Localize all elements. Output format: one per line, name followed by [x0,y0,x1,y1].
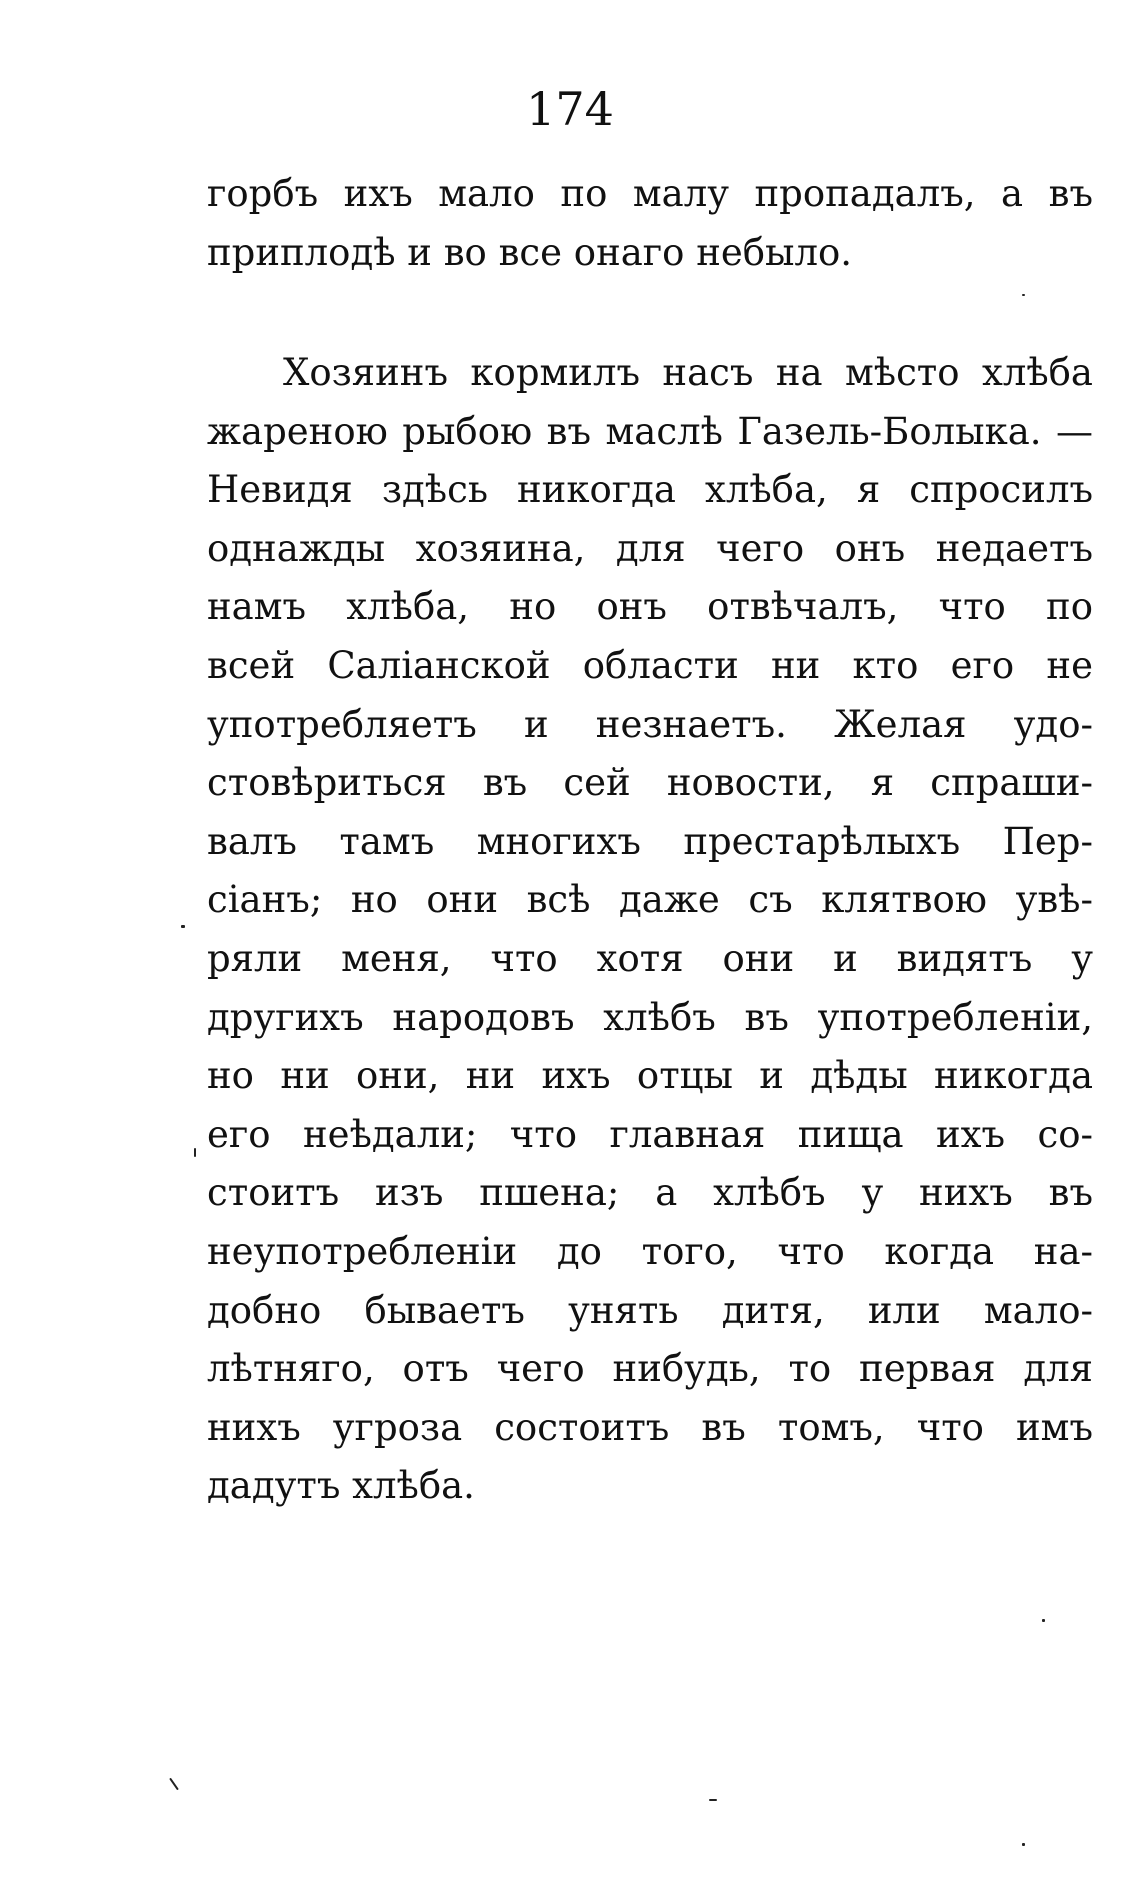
text-line: ряли меня, что хотя они и видятъ у [207,936,1093,980]
text-line: стоитъ изъ пшена; а хлѣбъ у нихъ въ [207,1171,1093,1215]
text-line: нихъ угроза состоитъ въ томъ, что имъ [207,1405,1093,1449]
text-line: жареною рыбою въ маслѣ Газель-Болыка. — [207,409,1093,453]
text-line: лѣтняго, отъ чего нибудь, то первая для [207,1347,1093,1391]
text-line: горбъ ихъ мало по малу пропадалъ, а въ [207,172,1093,215]
text-line: стовѣриться въ сей новости, я спраши- [207,761,1093,805]
text-line: добно бываетъ унять дитя, или мало- [207,1288,1093,1332]
text-line: другихъ народовъ хлѣбъ въ употребленіи, [207,995,1093,1039]
text-line: но ни они, ни ихъ отцы и дѣды никогда [207,1054,1093,1098]
scan-speck [1022,1843,1025,1846]
text-line: однажды хозяина, для чего онъ недаетъ [207,526,1093,570]
text-line: дадутъ хлѣба. [207,1464,475,1508]
text-line: валъ тамъ многихъ престарѣлыхъ Пер- [207,819,1093,863]
scan-speck [194,1148,196,1157]
text-line: всей Саліанской области ни кто его не [207,643,1093,687]
scan-speck [169,1778,179,1791]
text-line: Невидя здѣсь никогда хлѣба, я спросилъ [207,468,1093,512]
scan-speck [709,1799,717,1801]
text-line: неупотребленіи до того, что когда на- [207,1229,1093,1273]
scan-speck [181,925,185,928]
text-line: приплодѣ и во все онаго небыло. [207,230,853,274]
scan-speck [1022,294,1025,296]
text-line: употребляетъ и незнаетъ. Желая удо- [207,702,1093,746]
text-line: намъ хлѣба, но онъ отвѣчалъ, что по [207,585,1093,629]
text-line: Хозяинъ кормилъ насъ на мѣсто хлѣба [283,351,1093,394]
text-line: сіанъ; но они всѣ даже съ клятвою увѣ- [207,878,1093,922]
scan-speck [1042,1619,1045,1622]
page-number: 174 [526,82,614,136]
paragraph-2 [207,344,1093,1516]
text-line: его неѣдали; что главная пища ихъ со- [207,1112,1093,1156]
paragraph-1 [207,165,1093,282]
